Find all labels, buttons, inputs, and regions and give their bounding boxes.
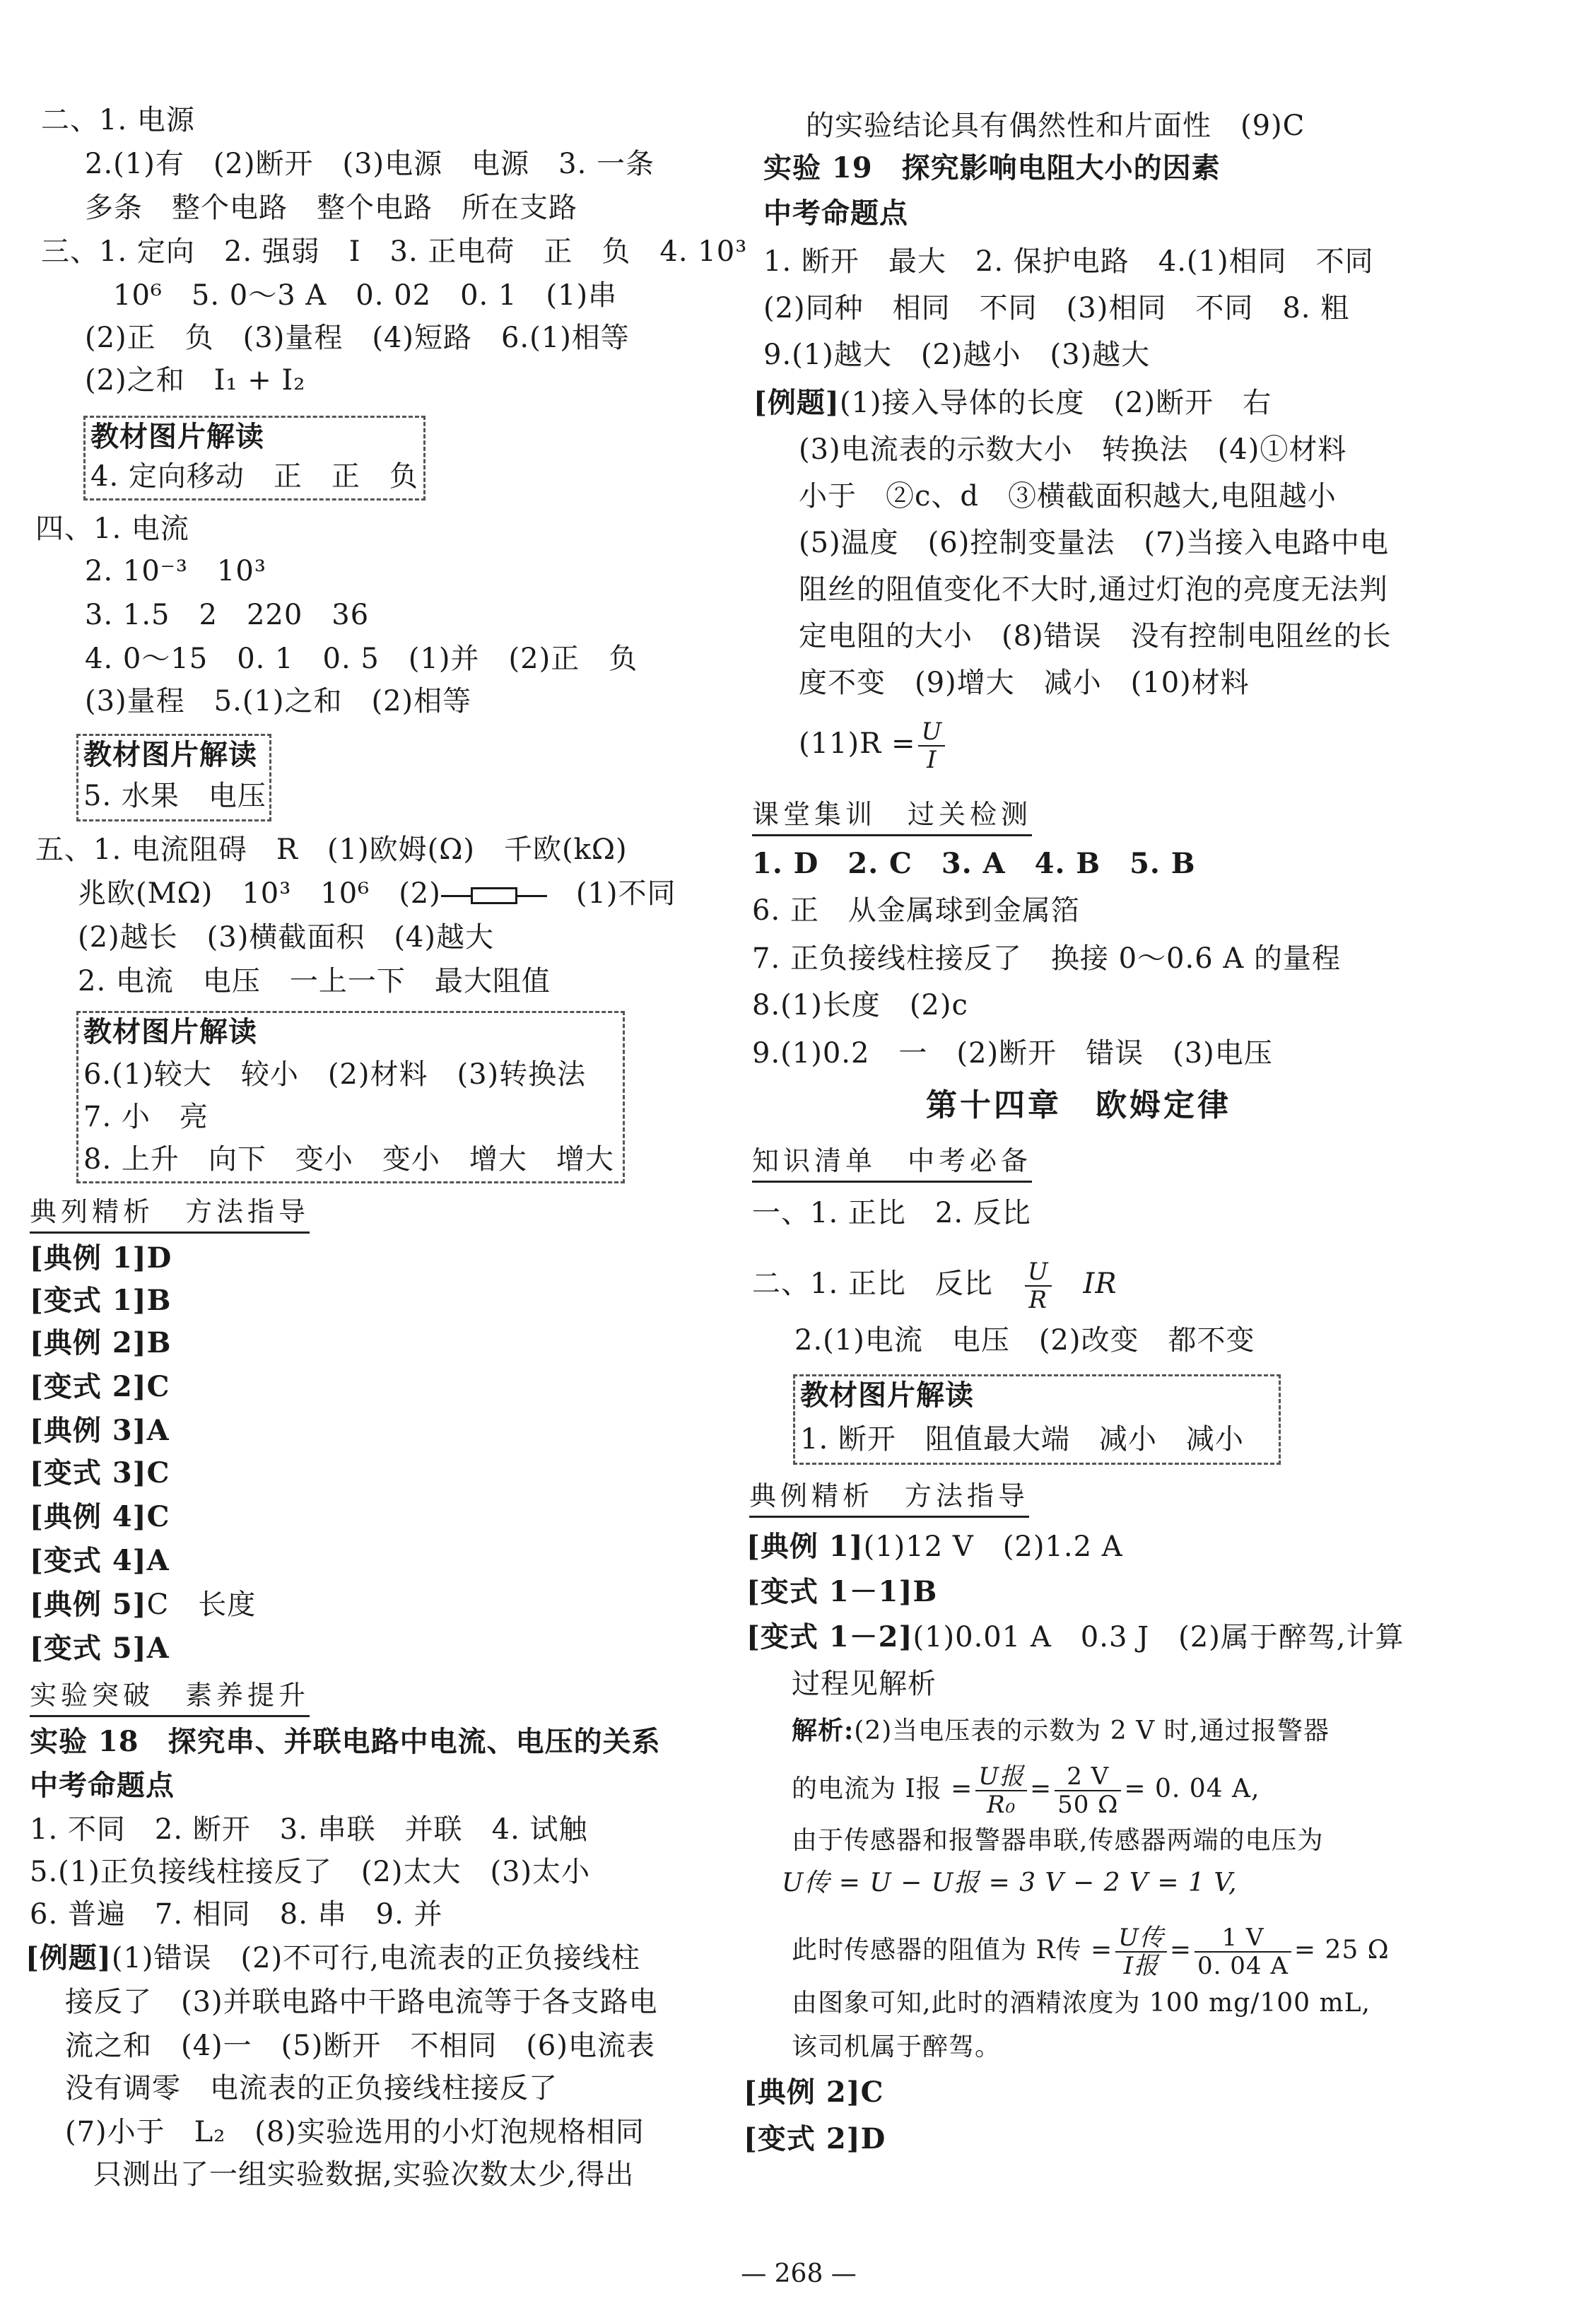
text-line: 三、1. 定向 2. 强弱 I 3. 正电荷 正 负 4. 10³	[41, 235, 748, 268]
text-line: 的实验结论具有偶然性和片面性 (9)C	[806, 110, 1305, 142]
wire-symbol	[516, 895, 547, 897]
fraction: $\frac{\text{U传}}{\text{I报}}$	[1115, 1924, 1167, 1979]
fraction: $\frac{U}{I}$	[918, 718, 945, 773]
text-line: (3)电流表的示数大小 转换法 (4)①材料	[799, 433, 1347, 466]
text-line: 度不变 (9)增大 减小 (10)材料	[799, 667, 1250, 699]
text-line: 1. 不同 2. 断开 3. 串联 并联 4. 试触	[30, 1813, 588, 1846]
box-title: 教材图片解读	[800, 1379, 974, 1412]
formula-line: 的电流为 I报 = $\frac{\text{U报}}{\text{R₀}}$ = $\frac{2 V}{50 \Omega}$ = 0. 04 A,	[792, 1762, 1260, 1819]
answer-line: [典例 3]A	[30, 1414, 170, 1447]
section-heading: 典列精析 方法指导	[30, 1193, 310, 1234]
text-line: (2)正 负 (3)量程 (4)短路 6.(1)相等	[85, 322, 630, 354]
text-line: 6. 普遍 7. 相同 8. 串 9. 并	[30, 1898, 443, 1931]
resistor-symbol	[471, 887, 517, 904]
experiment-title: 实验 19 探究影响电阻大小的因素	[763, 151, 1221, 185]
answer-line: [变式 1－1]B	[746, 1575, 938, 1608]
section-heading: 典例精析 方法指导	[749, 1478, 1029, 1518]
text-line: (2)越长 (3)横截面积 (4)越大	[78, 921, 494, 954]
text-line: 3. 1.5 2 220 36	[85, 599, 370, 631]
formula-line: 此时传感器的阻值为 R传 = $\frac{\text{U传}}{\text{I报}}$ = $\frac{1 V}{0. 04 A}$ = 25 Ω	[792, 1924, 1390, 1980]
text-line: 五、1. 电流阻碍 R (1)欧姆(Ω) 千欧(kΩ)	[35, 833, 628, 866]
answer-line: [变式 2]C	[30, 1370, 170, 1403]
text-line: 4. 0～15 0. 1 0. 5 (1)并 (2)正 负	[85, 643, 638, 675]
box-title: 教材图片解读	[83, 1016, 257, 1048]
text-line: 过程见解析	[792, 1668, 937, 1700]
text-line: 定电阻的大小 (8)错误 没有控制电阻丝的长	[799, 620, 1392, 653]
text-line: 10⁶ 5. 0～3 A 0. 02 0. 1 (1)串	[113, 279, 618, 312]
formula-line: 二、1. 正比 反比 $\frac{U}{R}$ IR	[752, 1258, 1117, 1314]
text-line: 四、1. 电流	[35, 513, 189, 545]
text-line: 阻丝的阻值变化不大时,通过灯泡的亮度无法判	[799, 573, 1388, 606]
section-heading: 知识清单 中考必备	[752, 1142, 1032, 1183]
text-line: 4. 定向移动 正 正 负	[90, 460, 418, 493]
answer-line: [变式 3]C	[30, 1456, 170, 1490]
section-heading: 课堂集训 过关检测	[752, 796, 1032, 836]
box-title: 教材图片解读	[90, 421, 264, 453]
formula-line: (11)R = $\frac{U}{I}$	[799, 718, 948, 773]
text-line: 7. 小 亮	[83, 1101, 209, 1133]
answer-line: [变式 1]B	[30, 1284, 172, 1317]
box-title: 教材图片解读	[83, 739, 257, 771]
text-line: 8.(1)长度 (2)c	[752, 989, 968, 1022]
answer-line: [典例 5]C 长度	[30, 1588, 257, 1621]
text-line: 多条 整个电路 整个电路 所在支路	[85, 192, 577, 224]
text-line: 7. 正负接线柱接反了 换接 0～0.6 A 的量程	[752, 942, 1341, 975]
fraction: $\frac{1 V}{0. 04 A}$	[1195, 1924, 1291, 1979]
text-line: 6.(1)较大 较小 (2)材料 (3)转换法	[83, 1058, 587, 1091]
fraction: $\frac{2 V}{50 \Omega}$	[1055, 1763, 1121, 1818]
text-line: 5. 水果 电压	[83, 780, 266, 812]
answer-line: [典例 2]C	[744, 2076, 884, 2109]
analysis-line: 由图象可知,此时的酒精浓度为 100 mg/100 mL,	[792, 1989, 1371, 2018]
text-line: [例题](1)错误 (2)不可行,电流表的正负接线柱	[25, 1941, 640, 1974]
text-line: 9.(1)0.2 一 (2)断开 错误 (3)电压	[752, 1037, 1273, 1070]
text-line: 6. 正 从金属球到金属箔	[752, 894, 1080, 927]
fraction: $\frac{U}{R}$	[1025, 1258, 1052, 1313]
analysis-line: U传 = U − U报 = 3 V − 2 V = 1 V,	[782, 1868, 1238, 1897]
section-heading: 实验突破 素养提升	[30, 1677, 310, 1717]
experiment-title: 实验 18 探究串、并联电路中电流、电压的关系	[30, 1725, 661, 1758]
text-line: 9.(1)越大 (2)越小 (3)越大	[763, 339, 1151, 371]
text-line: (5)温度 (6)控制变量法 (7)当接入电路中电	[799, 527, 1389, 559]
text-line: 小于 ②c、d ③横截面积越大,电阻越小	[799, 480, 1337, 513]
text-line: 兆欧(MΩ) 10³ 10⁶ (2) (1)不同	[78, 877, 676, 910]
text-line: 2.(1)电流 电压 (2)改变 都不变	[794, 1324, 1255, 1357]
text-line: 1. 断开 阻值最大端 减小 减小	[800, 1423, 1244, 1456]
text-line: 2. 电流 电压 一上一下 最大阻值	[78, 965, 551, 997]
text-line: 只测出了一组实验数据,实验次数太少,得出	[93, 2158, 635, 2191]
answer-line: [典例 1](1)12 V (2)1.2 A	[746, 1530, 1123, 1563]
answer-line: [变式 5]A	[30, 1632, 170, 1665]
analysis-line: 该司机属于醉驾。	[792, 2032, 1002, 2061]
text-line: 1. D 2. C 3. A 4. B 5. B	[752, 847, 1196, 880]
text-line: (2)之和 I₁ + I₂	[85, 364, 306, 397]
text-line: (2)同种 相同 不同 (3)相同 不同 8. 粗	[763, 292, 1350, 324]
text-line: 8. 上升 向下 变小 变小 增大 增大	[83, 1143, 614, 1176]
fraction: $\frac{\text{U报}}{\text{R₀}}$	[975, 1763, 1027, 1818]
answer-line: [变式 1－2](1)0.01 A 0.3 J (2)属于醉驾,计算	[746, 1620, 1404, 1654]
answer-line: [典例 4]C	[30, 1500, 170, 1533]
text-line: 流之和 (4)一 (5)断开 不相同 (6)电流表	[65, 2030, 655, 2062]
text-line: 2.(1)有 (2)断开 (3)电源 电源 3. 一条	[85, 148, 655, 180]
analysis-line: 解析:(2)当电压表的示数为 2 V 时,通过报警器	[792, 1716, 1330, 1745]
text-line: 二、1. 电源	[41, 104, 195, 136]
answer-line: [变式 4]A	[30, 1544, 170, 1577]
text-line: 5.(1)正负接线柱接反了 (2)太大 (3)太小	[30, 1856, 591, 1888]
text-line: (7)小于 L₂ (8)实验选用的小灯泡规格相同	[65, 2116, 645, 2148]
answer-line: [典例 2]B	[30, 1326, 172, 1359]
subheading: 中考命题点	[763, 197, 908, 230]
text-line: 没有调零 电流表的正负接线柱接反了	[65, 2072, 558, 2105]
wire-symbol	[441, 895, 472, 897]
page-number: — 268 —	[741, 2259, 857, 2288]
text-line: [例题](1)接入导体的长度 (2)断开 右	[753, 386, 1272, 419]
text-line: 一、1. 正比 2. 反比	[752, 1197, 1031, 1229]
answer-line: [变式 2]D	[744, 2122, 886, 2155]
text-line: 接反了 (3)并联电路中干路电流等于各支路电	[65, 1986, 658, 2018]
text-line: (3)量程 5.(1)之和 (2)相等	[85, 685, 472, 718]
text-line: 2. 10⁻³ 10³	[85, 555, 266, 587]
text-line: 1. 断开 最大 2. 保护电路 4.(1)相同 不同	[763, 245, 1374, 278]
analysis-line: 由于传感器和报警器串联,传感器两端的电压为	[792, 1826, 1324, 1855]
subheading: 中考命题点	[30, 1769, 175, 1802]
answer-line: [典例 1]D	[30, 1241, 172, 1275]
chapter-title: 第十四章 欧姆定律	[926, 1087, 1231, 1123]
